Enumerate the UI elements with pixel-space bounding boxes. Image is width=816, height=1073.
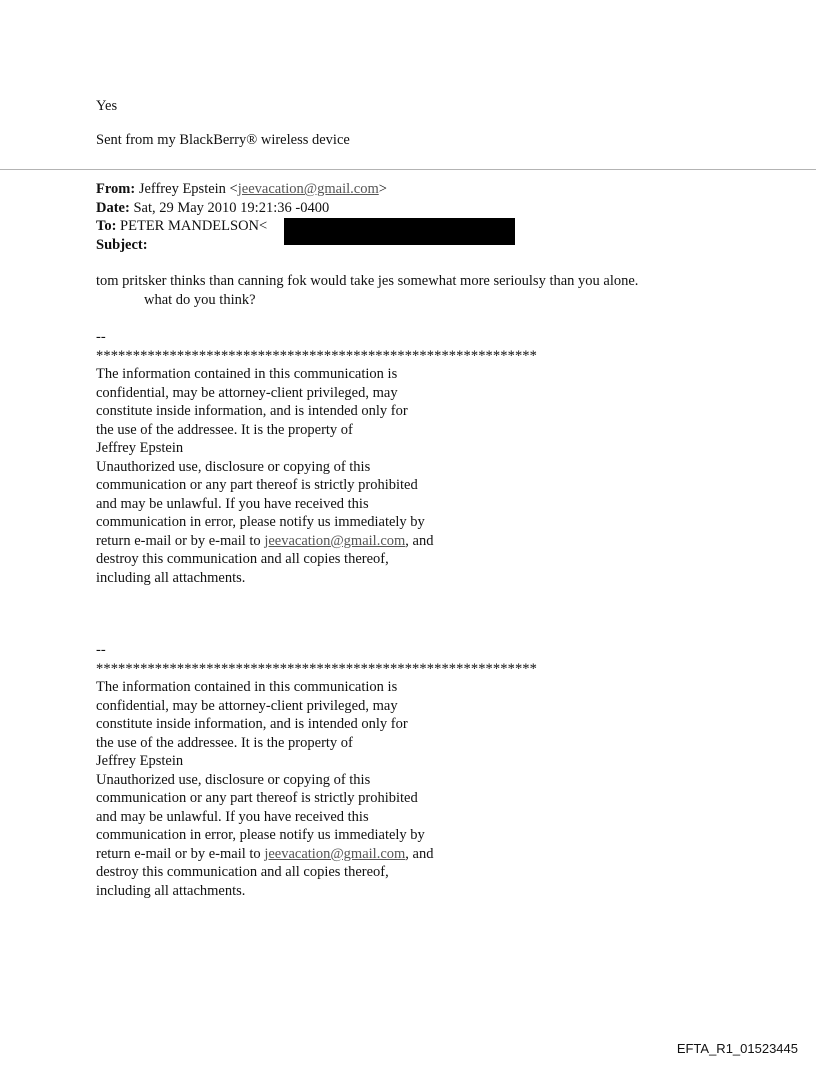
- signature-dashes: --: [96, 642, 106, 658]
- disclaimer-return-line: [96, 845, 537, 864]
- date-value: Sat, 29 May 2010 19:21:36 -0400: [133, 199, 330, 216]
- to-label: To:: [96, 218, 117, 234]
- disclaimer-line: destroy this communication and all copies thereof,: [96, 551, 389, 567]
- return-suffix: , and: [405, 532, 434, 549]
- disclaimer-line: Jeffrey Epstein: [96, 440, 184, 456]
- date-label: Date:: [96, 199, 130, 216]
- disclaimer-line: communication in error, please notify us immediately by: [96, 514, 425, 530]
- to-value: PETER MANDELSON<: [120, 218, 268, 234]
- quoted-message-divider: [0, 169, 816, 170]
- return-prefix: return e-mail or by e-mail to: [96, 532, 265, 549]
- disclaimer-email-link[interactable]: jeevacation@gmail.com: [264, 845, 406, 862]
- disclaimer-line: the use of the addressee. It is the property of: [96, 421, 353, 438]
- disclaimer-line: communication in error, please notify us immediately by: [96, 827, 425, 843]
- disclaimer-line: communication or any part thereof is strictly prohibited: [96, 477, 418, 493]
- disclaimer-line: Unauthorized use, disclosure or copying of this: [96, 458, 371, 475]
- disclaimer-line: communication or any part thereof is strictly prohibited: [96, 790, 418, 806]
- subject-label: Subject:: [96, 236, 148, 253]
- disclaimer-line: confidential, may be attorney-client privileged, may: [96, 384, 398, 401]
- return-prefix: return e-mail or by e-mail to: [96, 845, 265, 862]
- disclaimer-line: and may be unlawful. If you have received this: [96, 495, 369, 512]
- disclaimer-line: the use of the addressee. It is the property of: [96, 734, 353, 751]
- disclaimer-email-link[interactable]: jeevacation@gmail.com: [264, 532, 406, 549]
- disclaimer-line: confidential, may be attorney-client privileged, may: [96, 697, 398, 714]
- disclaimer-line: Jeffrey Epstein: [96, 753, 184, 769]
- from-label: From:: [96, 181, 136, 197]
- disclaimer-line: including all attachments.: [96, 569, 246, 586]
- asterisk-rule: ************************************************************: [96, 347, 537, 364]
- from-line: [96, 180, 387, 199]
- disclaimer-line: The information contained in this communication is: [96, 366, 398, 382]
- redaction-block: [284, 218, 515, 245]
- mobile-signature: Sent from my BlackBerry® wireless device: [96, 132, 350, 148]
- disclaimer-line: constitute inside information, and is intended only for: [96, 716, 408, 732]
- disclaimer-return-line: [96, 532, 537, 551]
- disclaimer-block-1: [96, 328, 537, 587]
- from-email-link[interactable]: jeevacation@gmail.com: [237, 181, 379, 197]
- disclaimer-line: destroy this communication and all copies thereof,: [96, 864, 389, 880]
- body-line-1: tom pritsker thinks than canning fok would take jes somewhat more serioulsy than you alone.: [96, 273, 639, 289]
- from-name: Jeffrey Epstein <: [138, 181, 238, 197]
- return-suffix: , and: [405, 845, 434, 862]
- body-line-2: what do you think?: [144, 291, 256, 308]
- asterisk-rule: ************************************************************: [96, 660, 537, 677]
- disclaimer-line: Unauthorized use, disclosure or copying of this: [96, 771, 371, 788]
- disclaimer-line: and may be unlawful. If you have received this: [96, 808, 369, 825]
- from-email-close: >: [378, 181, 387, 197]
- disclaimer-line: including all attachments.: [96, 882, 246, 899]
- message-body: [96, 272, 638, 309]
- disclaimer-line: The information contained in this communication is: [96, 679, 398, 695]
- signature-dashes: --: [96, 329, 106, 345]
- document-id: EFTA_R1_01523445: [676, 1041, 798, 1056]
- disclaimer-block-2: [96, 641, 537, 900]
- reply-text: Yes: [96, 98, 118, 114]
- disclaimer-line: constitute inside information, and is intended only for: [96, 403, 408, 419]
- date-line: [96, 199, 387, 218]
